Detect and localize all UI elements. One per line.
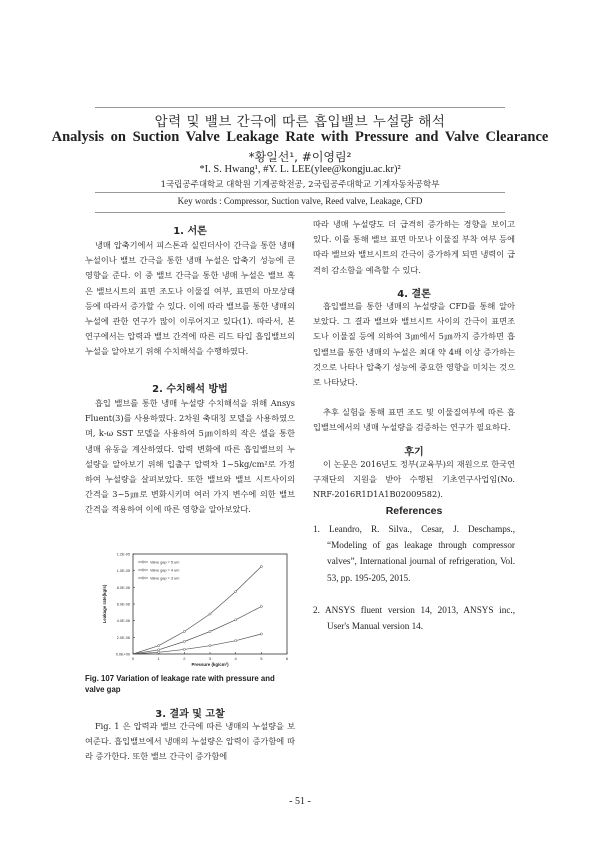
data-point	[235, 619, 237, 621]
data-point	[235, 640, 237, 642]
page-number: - 51 -	[289, 796, 311, 807]
y-tick-label: 1.2E-05	[116, 552, 130, 557]
x-tick-label: 2	[183, 656, 186, 661]
data-point	[260, 565, 262, 567]
section-acknowledgement-text: 이 논문은 2016년도 정부(교육부)의 재원으로 한국연구재단의 지원을 받아 수행된 기초연구사업임(No. NRF-2016R1D1A1B02009582).	[313, 459, 515, 500]
y-tick-label: 2.0E-06	[116, 635, 130, 640]
header-bottom-rule	[95, 212, 505, 213]
data-point	[158, 651, 160, 653]
title-korean: 압력 및 밸브 간극에 따른 흡입밸브 누설량 해석	[154, 114, 446, 130]
y-tick-label: 8.0E-06	[116, 585, 130, 590]
data-point	[158, 645, 160, 647]
section-intro-title: 1. 서론	[173, 226, 207, 237]
title-english: Analysis on Suction Valve Leakage Rate with Pressure and Valve Clearance	[51, 129, 549, 145]
section-intro-text: 냉매 압축기에서 피스톤과 실린더사이 간극을 통한 냉매 누설이나 밸브 간극을 통한 냉매 누설은 압축기 성능에 큰 영향을 준다. 이 중 밸브 간극을 통한 냉매 누설은 밸브 혹은 밸브시트의 표면 조도나 이물질 여부, 표면의 마모상태 등에 따라서 증가할 수 있다. 이에 따라 밸브를 통한 냉매의 누설에 관한 연구가 많이 이루어지고 있다(1). 따라서, 본 연구에서는 압력과 밸브 간격에 따른 리드 타입 흡입밸브의 누설을 알아보기 위해 수치해석을 수행하였다.	[85, 240, 295, 357]
figure-caption: Fig. 107 Variation of leakage rate with pressure and valve gap	[85, 674, 275, 694]
section-analysis-title: 2. 수치해석 방법	[152, 384, 228, 395]
series-line-2	[133, 607, 261, 655]
x-axis-label: Pressure (kg/cm²)	[191, 662, 229, 667]
x-tick-label: 5	[260, 656, 263, 661]
data-point	[209, 613, 211, 615]
x-tick-label: 6	[285, 656, 289, 661]
legend-marker-3	[142, 577, 144, 579]
x-tick-label: 4	[234, 656, 237, 661]
x-tick-label: 3	[208, 656, 212, 661]
reference-2: 2. ANSYS fluent version 14, 2013, ANSYS inc., User's Manual version 14.	[313, 605, 515, 632]
data-point	[183, 648, 185, 650]
section-conclusion-text-2: 추후 실험을 통해 표면 조도 및 이물질여부에 따른 흡입밸브에서의 냉매 누설량을 검증하는 연구가 필요하다.	[313, 407, 515, 433]
section-results-text: Fig. 1 은 압력과 밸브 간극에 따른 냉매의 누설량을 보여준다. 흡입밸브에서 냉매의 누설량은 압력이 증가함에 따라 증가한다. 또한 밸브 간극이 증가함에	[85, 721, 295, 762]
leakage-rate-chart	[95, 548, 295, 668]
authors-english: *I. S. Hwang¹, #Y. L. LEE(ylee@kongju.ac.kr)²	[199, 164, 401, 175]
data-point	[183, 640, 185, 642]
x-tick-label: 1	[157, 656, 160, 661]
legend-label-1: Valve gap = 5 um	[150, 560, 180, 565]
data-point	[209, 630, 211, 632]
authors-korean: *황일선¹, #이영림²	[248, 150, 352, 164]
y-tick-label: 1.0E-05	[116, 569, 130, 574]
keywords: Key words : Compressor, Suction valve, Reed valve, Leakage, CFD	[177, 196, 423, 206]
section-results-continued: 따라 냉매 누설량도 더 급격히 증가하는 경향을 보이고 있다. 이를 통해 밸브 표면 마모나 이물질 부착 여부 등에 따라 밸브와 밸브시트의 간극이 증가하게 되면 냉력이 급격히 감소함을 예측할 수 있다.	[313, 219, 515, 275]
data-point	[158, 649, 160, 651]
section-conclusion-text-1: 흡입밸브를 통한 냉매의 누설량을 CFD를 통해 알아보았다. 그 결과 밸브와 밸브시트 사이의 간극이 표면조도나 이물질 등에 의하여 3㎛에서 5㎛까지 증가하면 흡입밸브를 통한 냉매의 누설은 최대 약 4배 이상 증가하는 것으로 나타나 압축기 성능에 중요한 영향을 미치는 것으로 나타났다.	[313, 301, 515, 388]
section-acknowledgement-title: 후기	[404, 447, 424, 458]
y-tick-label: 6.0E-06	[116, 602, 130, 607]
legend-label-3: Valve gap = 3 um	[150, 576, 180, 581]
x-tick-label: 0	[131, 656, 135, 661]
y-tick-label: 4.0E-06	[116, 619, 130, 624]
header-middle-rule	[95, 192, 505, 193]
y-tick-label: 0.0E+00	[115, 652, 130, 657]
data-point	[183, 630, 185, 632]
legend-label-2: Valve gap = 4 um	[150, 568, 180, 573]
data-point	[260, 605, 262, 607]
legend-marker-1	[142, 561, 144, 563]
affiliation: 1국립공주대학교 대학원 기계공학전공, 2국립공주대학교 기계자동차공학부	[160, 180, 440, 190]
references-title: References	[385, 505, 443, 517]
section-conclusion-title: 4. 결론	[397, 289, 431, 300]
data-point	[235, 590, 237, 592]
y-axis-label: Leakage rate(kg/s)	[102, 584, 107, 624]
data-point	[260, 633, 262, 635]
reference-1: 1. Leandro, R. Silva., Cesar, J. Deschamps., “Modeling of gas leakage through compressor valves”, International journal of refrigeration, Vol. 53, pp. 195-205, 2015.	[313, 524, 515, 583]
legend-marker-2	[142, 569, 144, 571]
header-top-rule	[95, 107, 505, 108]
section-analysis-text: 흡입 밸브를 통한 냉매 누설량 수치해석을 위해 Ansys Fluent(3)를 사용하였다. 2차원 축대칭 모델을 사용하였으며, k-ω SST 모델을 사용하여 5㎛이하의 작은 셀을 통한 냉매 유동을 계산하였다. 압력 변화에 따른 흡입밸브의 누설량을 알아보기 위해 입출구 압력차 1~5kg/cm²로 가정하여 누설량을 살펴보았다. 또한 밸브와 밸브 시트사이의 간격을 3~5㎛로 변화시키며 여러 가지 변수에 의한 밸브 간격을 적용하여 이에 따른 영향을 알아보았다.	[85, 398, 295, 515]
section-results-title: 3. 결과 및 고찰	[155, 709, 225, 720]
data-point	[209, 645, 211, 647]
